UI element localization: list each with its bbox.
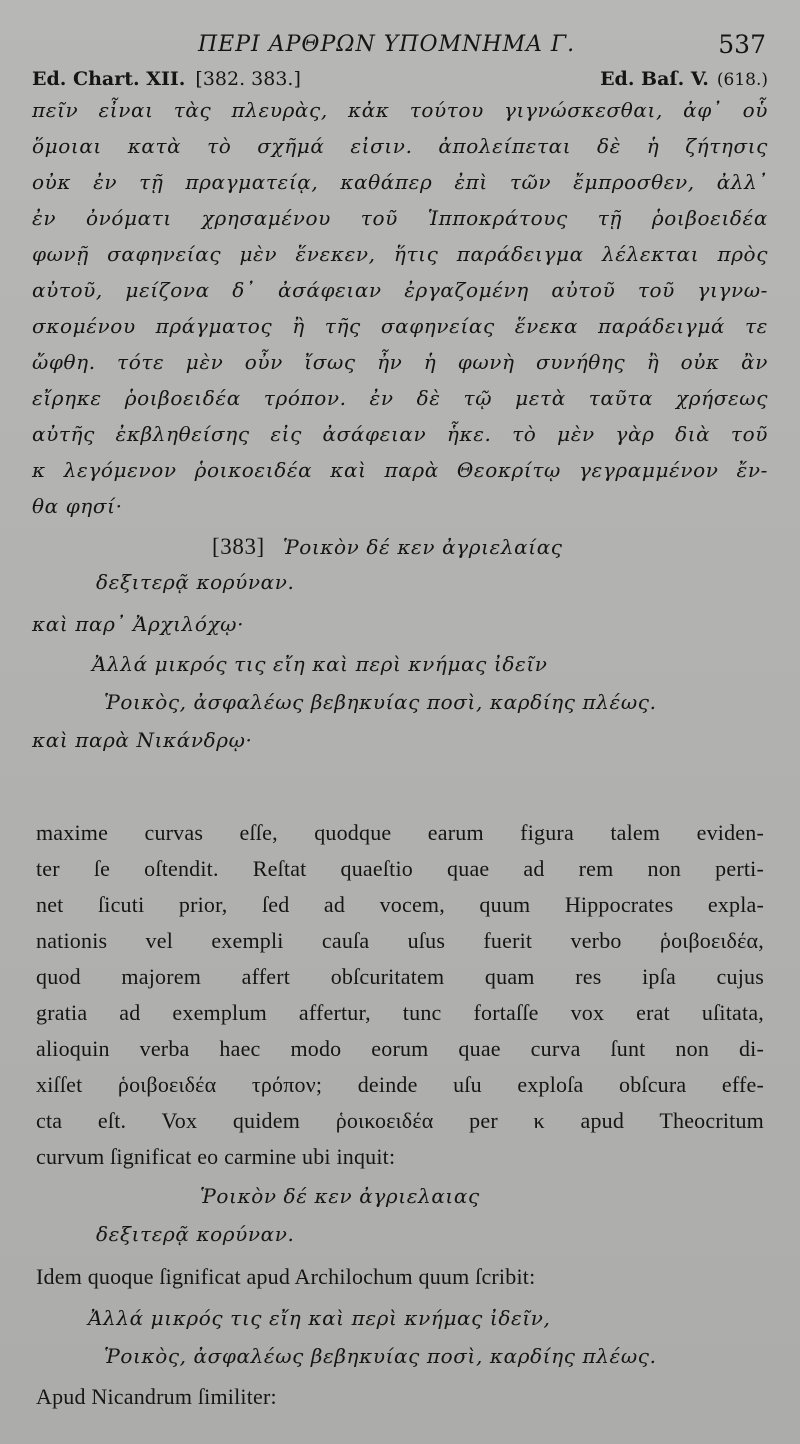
- greek-line: κ λεγόμενον ῥοικοειδέα καὶ παρὰ Θεοκρίτῳ γεγραμμένον ἔν-: [32, 458, 768, 482]
- chartier-label: Ed. Chart. XII.: [32, 68, 186, 90]
- theocritus-quote-1: Ῥοικὸν δέ κεν ἀγριελαιας: [200, 1184, 480, 1208]
- archilochus-quote-1: Ἀλλά μικρός τις εἴη καὶ περὶ κνήμας ἰδεῖν,: [88, 1306, 551, 1330]
- nicander-intro-latin: Apud Nicandrum ſimiliter:: [36, 1384, 277, 1409]
- greek-line: σκομένου πράγματος ἢ τῆς σαφηνείας ἕνεκα παράδειγμά τε: [32, 314, 768, 338]
- chartier-pages: [382. 383.]: [195, 68, 301, 90]
- greek-line: ὤφθη. τότε μὲν οὖν ἴσως ἦν ἡ φωνὴ συνήθης ἢ οὐκ ἂν: [32, 350, 768, 374]
- page-number: 537: [718, 30, 766, 59]
- archilochus-intro-latin: Idem quoque ſignificat apud Archilochum quum ſcribit:: [36, 1264, 536, 1289]
- basel-label: Ed. Baſ. V.: [600, 68, 709, 90]
- latin-line: nationis vel exempli cauſa uſus fuerit verbo ῥοιβοειδέα,: [36, 928, 764, 953]
- archilochus-quote-2: Ῥοικὸς, ἀσφαλέως βεβηκυίας ποσὶ, καρδίης πλέως.: [104, 1344, 657, 1368]
- verse-text: Ῥοικὸν δέ κεν ἀγριελαίας: [282, 535, 563, 559]
- greek-line: αὐτοῦ, μείζονα δ᾽ ἀσάφειαν ἐργαζομένη αὐτοῦ τοῦ γιγνω-: [32, 278, 768, 302]
- latin-line: gratia ad exemplum affertur, tunc fortaſſe vox erat uſitata,: [36, 1000, 764, 1025]
- theocritus-verse-2: δεξιτερᾷ κορύναν.: [96, 570, 295, 594]
- latin-line: xiſſet ῥοιβοειδέα τρόπον; deinde uſu exploſa obſcura effe-: [36, 1072, 764, 1097]
- page-header: [0, 28, 800, 64]
- latin-line: curvum ſignificat eo carmine ubi inquit:: [36, 1144, 396, 1169]
- latin-line: maxime curvas eſſe, quodque earum figura talem eviden-: [36, 820, 764, 845]
- latin-line: alioquin verba haec modo eorum quae curva ſunt non di-: [36, 1036, 764, 1061]
- chartier-edition-ref: [32, 68, 301, 90]
- theocritus-verse-1: [212, 534, 563, 560]
- greek-line: ὅμοιαι κατὰ τὸ σχῆμά εἰσιν. ἀπολείπεται δὲ ἡ ζήτησις: [32, 134, 768, 158]
- theocritus-quote-2: δεξιτερᾷ κορύναν.: [96, 1222, 295, 1246]
- archilochus-verse-1: Ἀλλά μικρός τις εἴη καὶ περὶ κνήμας ἰδεῖν: [92, 652, 548, 676]
- greek-line: αὐτῆς ἐκβληθείσης εἰς ἀσάφειαν ἧκε. τὸ μὲν γὰρ διὰ τοῦ: [32, 422, 768, 446]
- archilochus-intro: καὶ παρ᾽ Ἀρχιλόχῳ·: [32, 612, 245, 636]
- running-title: ΠΕΡΙ ΑΡΘΡΩΝ ΥΠΟΜΝΗΜΑ Γ.: [198, 32, 576, 57]
- greek-line: φωνῇ σαφηνείας μὲν ἕνεκεν, ἥτις παράδειγμα λέλεκται πρὸς: [32, 242, 768, 266]
- latin-line: ter ſe oſtendit. Reſtat quaeſtio quae ad rem non perti-: [36, 856, 764, 881]
- greek-line: εἴρηκε ῥοιβοειδέα τρόπον. ἐν δὲ τῷ μετὰ ταῦτα χρήσεως: [32, 386, 768, 410]
- nicander-intro: καὶ παρὰ Νικάνδρῳ·: [32, 728, 253, 752]
- latin-line: quod majorem affert obſcuritatem quam res ipſa cujus: [36, 964, 764, 989]
- verse-reference: [383]: [212, 534, 265, 559]
- latin-line: cta eſt. Vox quidem ῥοικοειδέα per κ apud Theocritum: [36, 1108, 764, 1133]
- archilochus-verse-2: Ῥοικὸς, ἀσφαλέως βεβηκυίας ποσὶ, καρδίης πλέως.: [104, 690, 657, 714]
- basel-page: (618.): [716, 70, 768, 90]
- edition-references: [32, 68, 768, 98]
- latin-line: net ſicuti prior, ſed ad vocem, quum Hippocrates expla-: [36, 892, 764, 917]
- greek-line: πεῖν εἶναι τὰς πλευρὰς, κἀκ τούτου γιγνώσκεσθαι, ἀφ᾽ οὗ: [32, 98, 768, 122]
- greek-line: οὐκ ἐν τῇ πραγματείᾳ, καθάπερ ἐπὶ τῶν ἔμπροσθεν, ἀλλ᾽: [32, 170, 768, 194]
- basel-edition-ref: [600, 68, 768, 90]
- greek-line: ἐν ὀνόματι χρησαμένου τοῦ Ἱπποκράτους τῇ ῥοιβοειδέα: [32, 206, 768, 230]
- greek-line: θα φησί·: [32, 494, 123, 518]
